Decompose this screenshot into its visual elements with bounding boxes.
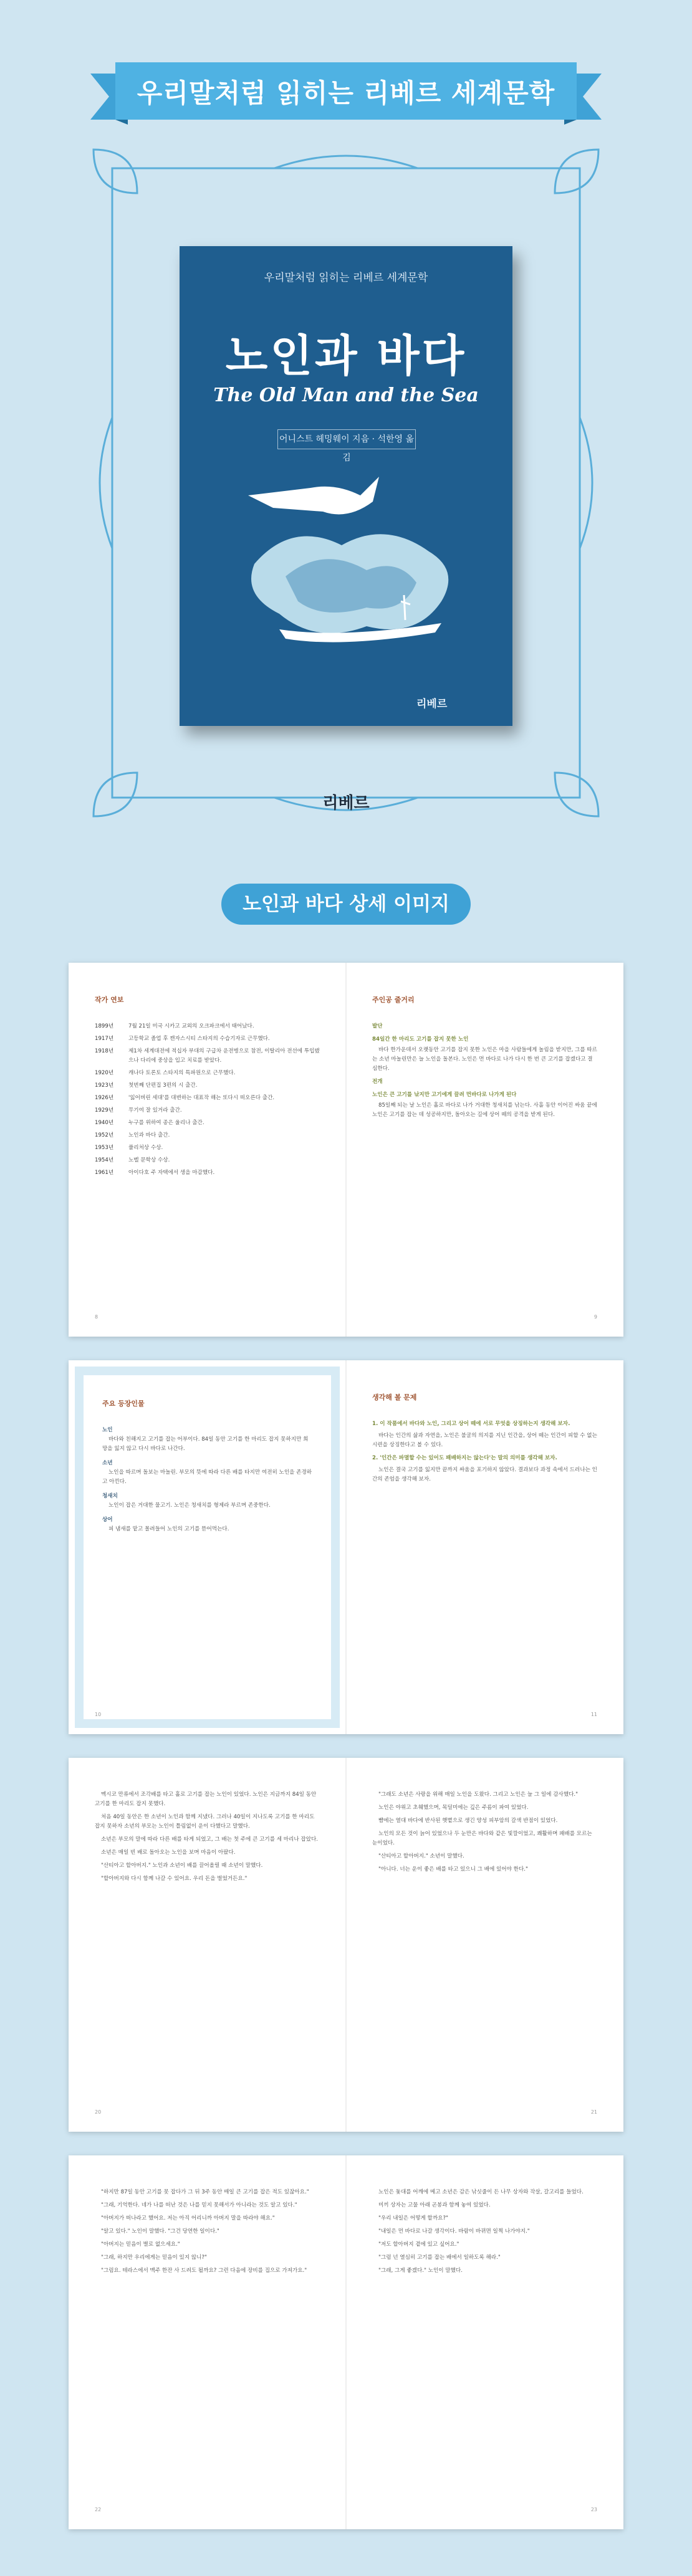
character-name: 청새치: [102, 1493, 118, 1499]
book-cover: [180, 246, 512, 726]
summary-paragraph: 85일째 되는 날 노인은 홀로 바다로 나가 거대한 청새치를 낚는다. 사흘 동안 이어진 싸움 끝에 노인은 고기를 잡는 데 성공하지만, 돌아오는 길에 상어 떼의 공격을 받게 된다.: [372, 1102, 597, 1118]
page-text: [346, 2155, 623, 2529]
entry-text: '잃어버린 세대'를 대변하는 대표작 해는 또다시 떠오른다 출간.: [128, 1095, 275, 1101]
entry-text: 노벨 문학상 수상.: [128, 1157, 170, 1163]
entry-text: 고등학교 졸업 후 캔자스시티 스타지의 수습기자로 근무했다.: [128, 1036, 270, 1042]
chronology-entry: [95, 1022, 320, 1031]
answer-paragraph: 바다는 인간의 삶과 자연을, 노인은 불굴의 의지를 지닌 인간을, 상어 떼는 인간이 피할 수 없는 시련을 상징한다고 볼 수 있다.: [372, 1433, 597, 1448]
body-paragraph: "아버지가 떠나라고 했어요. 저는 아직 어리니까 아버지 말을 따라야 해요.": [101, 2215, 275, 2221]
page-characters: [69, 1360, 346, 1734]
chronology-entry: [95, 1119, 320, 1128]
body-paragraph: "그럼 넌 열심히 고기를 잡는 배에서 일하도록 해라.": [378, 2254, 501, 2261]
cover-section: [0, 0, 692, 904]
banner-title: 우리말처럼 읽히는 리베르 세계문학: [137, 78, 555, 108]
page-number: 10: [95, 1712, 102, 1717]
character-name: 소년: [102, 1460, 113, 1466]
page-number: 20: [95, 2109, 102, 2115]
section-heading: 노인과 바다 상세 이미지: [221, 884, 471, 925]
chronology-list: [95, 1022, 320, 1178]
body-paragraph: 소년은 부모의 말에 따라 다른 배를 타게 되었고, 그 배는 첫 주에 큰 고기를 세 마리나 잡았다.: [101, 1836, 319, 1843]
paragraph-list: [95, 2188, 320, 2276]
publisher-logo: 리베르: [322, 794, 370, 813]
chronology-entry: [95, 1081, 320, 1090]
entry-year: 1961년: [95, 1170, 114, 1176]
body-paragraph: "저도 할아버지 곁에 있고 싶어요.": [378, 2241, 459, 2248]
page-number: 9: [593, 1314, 597, 1320]
chronology-entry: [95, 1131, 320, 1140]
body-paragraph: "그래, 하지만 우리에게는 믿음이 있지 않니?": [101, 2254, 207, 2261]
body-paragraph: "그래, 기억한다. 네가 나를 떠난 것은 나를 믿지 못해서가 아니라는 것도 알고 있다.": [101, 2202, 297, 2208]
body-paragraph: "산티아고 할아버지." 소년이 말했다.: [378, 1853, 464, 1859]
entry-year: 1917년: [95, 1036, 114, 1042]
book-author: 어니스트 헤밍웨이 지음 · 석한영 옮김: [277, 429, 416, 449]
spread-text-1: [69, 1758, 623, 2132]
entry-year: 1920년: [95, 1070, 114, 1076]
entry-text: 노인과 바다 출간.: [128, 1132, 170, 1138]
spread-text-2: [69, 2155, 623, 2529]
body-paragraph: "산티아고 할아버지." 노인과 소년이 배를 끌어올릴 때 소년이 말했다.: [101, 1863, 263, 1869]
page-summary: [346, 963, 623, 1337]
body-paragraph: "아니다. 너는 운이 좋은 배를 타고 있으니 그 배에 있어야 한다.": [378, 1866, 528, 1872]
page-heading: 주요 등장인물: [102, 1400, 145, 1408]
character-name: 노인: [102, 1427, 113, 1433]
entry-year: 1940년: [95, 1120, 114, 1126]
page-questions: [346, 1360, 623, 1734]
body-paragraph: 멕시코 만류에서 조각배를 타고 홀로 고기를 잡는 노인이 있었다. 노인은 지금까지 84일 동안 고기를 한 마리도 잡지 못했다.: [95, 1791, 317, 1807]
body-paragraph: 처음 40일 동안은 한 소년이 노인과 함께 지냈다. 그러나 40일이 지나도록 고기를 한 마리도 잡지 못하자 소년의 부모는 노인이 틀림없이 운이 다했다고 말했다.: [95, 1814, 315, 1829]
question: 1. 이 작품에서 바다와 노인, 그리고 상어 떼에 서로 무엇을 상징하는지 생각해 보자.: [372, 1421, 570, 1427]
entry-year: 1952년: [95, 1132, 114, 1138]
book-series: 우리말처럼 읽히는 리베르 세계문학: [264, 272, 428, 284]
page-chronology: [69, 963, 346, 1337]
page-number: 22: [95, 2507, 102, 2512]
character-name: 상어: [102, 1517, 113, 1523]
question: 2. '인간은 파멸할 수는 있어도 패배하지는 않는다'는 말의 의미를 생각해 보자.: [372, 1455, 557, 1461]
answer-paragraph: 노인은 결국 고기를 잃지만 끝까지 싸움을 포기하지 않았다. 결과보다 과정 속에서 드러나는 인간의 존엄을 생각해 보자.: [372, 1467, 597, 1482]
entry-text: 아이다호 주 자택에서 생을 마감했다.: [128, 1170, 215, 1176]
page-number: 11: [590, 1712, 597, 1717]
body-paragraph: "그래, 그게 좋겠다." 노인이 말했다.: [378, 2268, 463, 2274]
body-paragraph: "아버지는 믿음이 별로 없으세요.": [101, 2241, 180, 2248]
page-heading: 생각해 볼 문제: [372, 1393, 417, 1401]
cover-publisher: 리베르: [416, 698, 448, 710]
summary-paragraph: 바다 한가운데서 오랫동안 고기를 잡지 못한 노인은 마을 사람들에게 놀림을 받지만, 그를 따르는 소년 마놀린만은 늘 노인을 돌본다. 노인은 먼 바다로 나가 다시 한 번 큰 고기를 잡겠다고 결심한다.: [372, 1047, 597, 1072]
section-label: 전개: [372, 1079, 383, 1085]
body-paragraph: 소년은 매일 빈 배로 돌아오는 노인을 보며 마음이 아팠다.: [101, 1849, 236, 1856]
spread-characters: [69, 1360, 623, 1734]
entry-year: 1926년: [95, 1095, 114, 1101]
book-title: 노인과 바다: [225, 330, 467, 381]
book-subtitle: The Old Man and the Sea: [213, 384, 479, 406]
body-paragraph: "그럼요. 테라스에서 맥주 한잔 사 드려도 될까요? 그런 다음에 장비를 집으로 가져가요.": [101, 2268, 307, 2274]
page-heading: 작가 연보: [95, 996, 124, 1004]
entry-text: 퓰리처상 수상.: [128, 1145, 163, 1151]
paragraph-list: [95, 1790, 320, 1884]
page-text: [69, 1758, 346, 2132]
page-text: [69, 2155, 346, 2529]
chronology-entry: [95, 1143, 320, 1153]
body-paragraph: "그래도 소년은 사랑을 위해 매일 노인을 도왔다. 그리고 노인은 늘 그 일에 감사했다.": [378, 1791, 579, 1798]
entry-year: 1953년: [95, 1145, 114, 1151]
page-text: [346, 1758, 623, 2132]
entry-text: 캐나다 토론토 스타지의 특파원으로 근무했다.: [128, 1070, 236, 1076]
spread-chronology: [69, 963, 623, 1337]
character-list: [102, 1426, 312, 1534]
chronology-entry: [95, 1069, 320, 1078]
detail-spreads: [69, 963, 623, 2553]
entry-year: 1918년: [95, 1048, 114, 1054]
entry-text: 누구를 위하여 종은 울리나 출간.: [128, 1120, 204, 1126]
entry-text: 첫번째 단편집 3편의 시 출간.: [128, 1082, 198, 1089]
body-paragraph: 뺨에는 열대 바다에 반사된 햇볕으로 생긴 양성 피부암의 갈색 반점이 있었다.: [378, 1818, 558, 1824]
chronology-entry: [95, 1047, 320, 1066]
chronology-entry: [95, 1094, 320, 1103]
body-paragraph: 미끼 상자는 고물 아래 곤봉과 함께 놓여 있었다.: [378, 2202, 491, 2208]
character-description: 바다와 친해지고 고기를 잡는 어부이다. 84일 동안 고기를 한 마리도 잡지 못하지만 희망을 잃지 않고 다시 바다로 나간다.: [102, 1436, 309, 1452]
chronology-entry: [95, 1156, 320, 1165]
section-subtitle: 노인은 큰 고기를 낚지만 고기에게 끌려 먼바다로 나가게 된다: [372, 1092, 517, 1098]
body-paragraph: "할아버지와 다시 함께 나갈 수 있어요. 우리 돈을 벌었거든요.": [101, 1876, 247, 1882]
entry-year: 1954년: [95, 1157, 114, 1163]
page-number: 23: [590, 2507, 597, 2512]
body-paragraph: "알고 있다." 노인이 말했다. "그건 당연한 일이다.": [101, 2228, 219, 2235]
body-paragraph: "내일은 먼 바다로 나갈 생각이다. 바람이 바뀌면 일찍 나가야지.": [378, 2228, 530, 2235]
character-description: 노인을 따르며 돌보는 마놀린. 부모의 뜻에 따라 다른 배를 타지만 여전히 노인을 존경하고 아낀다.: [102, 1469, 312, 1485]
entry-year: 1929년: [95, 1107, 114, 1114]
body-paragraph: "우리 내일은 어떻게 할까요?": [378, 2215, 448, 2221]
marlin-boat-illustration: [180, 452, 512, 701]
chronology-entry: [95, 1034, 320, 1044]
entry-text: 7월 21일 미국 시카고 교외의 오크파크에서 태어났다.: [128, 1023, 254, 1029]
character-description: 노인이 잡은 거대한 물고기. 노인은 청새치를 형제라 부르며 존중한다.: [108, 1502, 271, 1509]
paragraph-list: [372, 1790, 597, 1874]
section-subtitle: 84일간 한 마리도 고기를 잡지 못한 노인: [372, 1036, 469, 1042]
character-description: 피 냄새를 맡고 몰려들어 노인의 고기를 뜯어먹는다.: [108, 1526, 229, 1532]
entry-year: 1923년: [95, 1082, 114, 1089]
page-heading: 주인공 줄거리: [372, 996, 415, 1004]
page-number: 21: [590, 2109, 597, 2115]
body-paragraph: 노인의 모든 것이 늙어 있었으나 두 눈만은 바다와 같은 빛깔이었고, 쾌활하며 패배를 모르는 눈이었다.: [372, 1831, 592, 1846]
body-paragraph: "하지만 87일 동안 고기를 못 잡다가 그 뒤 3주 동안 매일 큰 고기를 잡은 적도 있잖아요.": [101, 2189, 309, 2195]
body-paragraph: 노인은 야위고 초췌했으며, 목덜미에는 깊은 주름이 파여 있었다.: [378, 1805, 529, 1811]
entry-text: 제1차 세계대전에 적십자 부대의 구급차 운전병으로 참전, 이탈리아 전선에 투입됐으나 다리에 중상을 입고 치료를 받았다.: [128, 1048, 320, 1064]
body-paragraph: 노인은 돛대를 어깨에 메고 소년은 감은 낚싯줄이 든 나무 상자와 작살, 갈고리를 들었다.: [378, 2189, 584, 2195]
chronology-entry: [95, 1106, 320, 1115]
entry-text: 무기여 잘 있거라 출간.: [128, 1107, 182, 1114]
chronology-entry: [95, 1168, 320, 1178]
page-number: 8: [95, 1314, 99, 1320]
section-label: 발단: [372, 1023, 383, 1029]
paragraph-list: [372, 2188, 597, 2276]
entry-year: 1899년: [95, 1023, 114, 1029]
